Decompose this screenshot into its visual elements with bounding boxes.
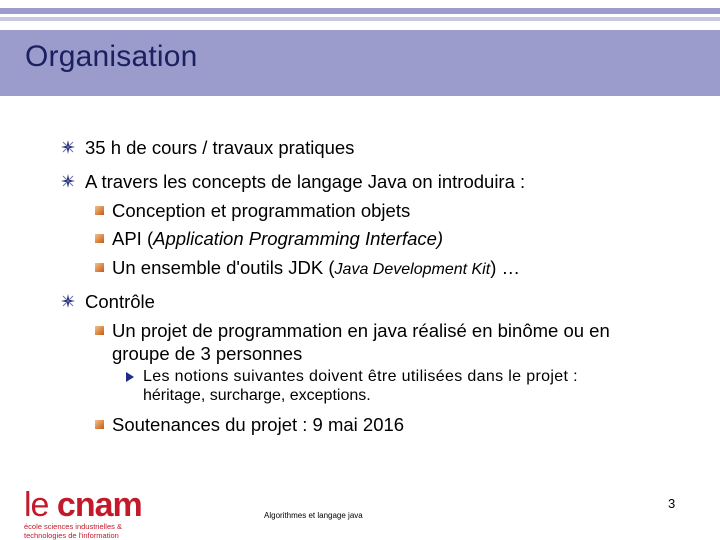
square-bullet-icon <box>95 326 104 335</box>
sub-bullet-item <box>112 228 443 250</box>
sub-sub-bullet-text: Les notions suivantes doivent être utilisées dans le projet : <box>143 368 578 385</box>
cnam-logo <box>24 486 142 540</box>
starburst-bullet-icon <box>61 140 75 154</box>
logo-subtitle: école sciences industrielles & technologies de l'information <box>24 522 122 540</box>
sub-sub-bullet-continuation: héritage, surcharge, exceptions. <box>143 387 371 404</box>
sub-bullet-continuation: groupe de 3 personnes <box>112 343 303 364</box>
square-bullet-icon <box>95 420 104 429</box>
logo-wordmark: le cnam <box>24 486 142 524</box>
header-top-stripe <box>0 8 720 14</box>
sub-sub-bullet-item <box>143 368 578 386</box>
sub-bullet-text: ) … <box>490 257 520 278</box>
sub-bullet-text: Conception et programmation objets <box>112 200 411 221</box>
arrow-bullet-icon <box>126 372 134 382</box>
starburst-bullet-icon <box>61 174 75 188</box>
sub-bullet-text: API ( <box>112 228 154 249</box>
sub-bullet-item <box>112 200 410 222</box>
bullet-item <box>85 137 354 159</box>
sub-bullet-item <box>112 257 520 279</box>
slide-title: Organisation <box>25 40 198 73</box>
bullet-item <box>85 291 155 313</box>
sub-bullet-text: Un ensemble d'outils JDK ( <box>112 257 335 278</box>
footer-course-title: Algorithmes et langage java <box>264 511 363 520</box>
square-bullet-icon <box>95 263 104 272</box>
sub-bullet-italic: Java Development Kit <box>334 261 491 278</box>
bullet-text: 35 h de cours / travaux pratiques <box>85 137 355 158</box>
sub-bullet-italic: Application Programming Interface) <box>153 228 444 249</box>
square-bullet-icon <box>95 234 104 243</box>
square-bullet-icon <box>95 206 104 215</box>
page-number: 3 <box>668 496 676 511</box>
sub-bullet-text: Soutenances du projet : 9 mai 2016 <box>112 414 405 435</box>
bullet-text: A travers les concepts de langage Java on introduira : <box>85 171 526 192</box>
sub-bullet-text: Un projet de programmation en java réalisé en binôme ou en <box>112 320 610 341</box>
bullet-text: Contrôle <box>85 291 155 312</box>
bullet-item <box>85 171 525 193</box>
sub-bullet-item <box>112 414 404 436</box>
starburst-bullet-icon <box>61 294 75 308</box>
sub-bullet-item <box>112 320 610 342</box>
header-thin-stripe <box>0 17 720 21</box>
